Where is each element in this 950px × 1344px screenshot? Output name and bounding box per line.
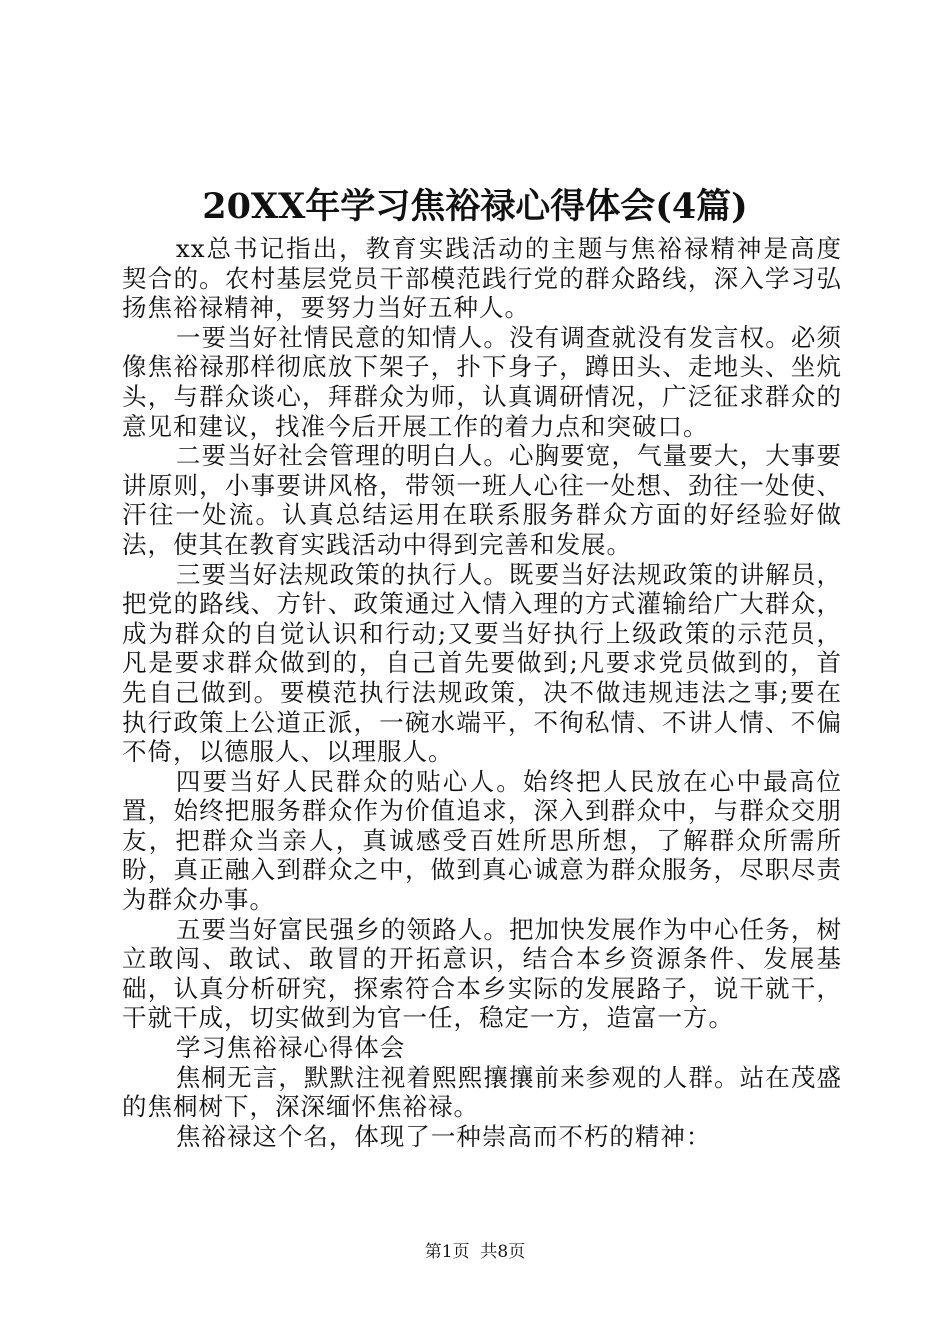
paragraph: 四要当好人民群众的贴心人。始终把人民放在心中最高位置，始终把服务群众作为价值追求，深入到群众中，与群众交朋友，把群众当亲人，真诚感受百姓所思所想，了解群众所需所盼，真正融入到群众之中，做到真心诚意为群众服务，尽职尽责为群众办事。 (122, 766, 842, 915)
paragraph: 二要当好社会管理的明白人。心胸要宽，气量要大，大事要讲原则，小事要讲风格，带领一班人心往一处想、劲往一处使、汗往一处流。认真总结运用在联系服务群众方面的好经验好做法，使其在教育实践活动中得到完善和发展。 (122, 441, 842, 559)
paragraph: 焦桐无言，默默注视着熙熙攘攘前来参观的人群。站在茂盛的焦桐树下，深深缅怀焦裕禄。 (122, 1062, 842, 1122)
paragraph: 焦裕禄这个名，体现了一种崇高而不朽的精神： (175, 1121, 712, 1151)
page-footer: 第1页 共8页 (424, 1242, 526, 1262)
document-body (122, 234, 842, 1151)
paragraph: 三要当好法规政策的执行人。既要当好法规政策的讲解员，把党的路线、方针、政策通过入情入理的方式灌输给广大群众，成为群众的自觉认识和行动;又要当好执行上级政策的示范员，凡是要求群众做到的，自己首先要做到;凡要求党员做到的，首先自己做到。要模范执行法规政策，决不做违规违法之事;要在执行政策上公道正派，一碗水端平，不徇私情、不讲人情、不偏不倚，以德服人、以理服人。 (122, 559, 842, 767)
document-title: 20XX年学习焦裕禄心得体会(4篇) (202, 186, 748, 227)
paragraph: xx总书记指出，教育实践活动的主题与焦裕禄精神是高度契合的。农村基层党员干部模范践行党的群众路线，深入学习弘扬焦裕禄精神，要努力当好五种人。 (122, 234, 842, 323)
paragraph: 五要当好富民强乡的领路人。把加快发展作为中心任务，树立敢闯、敢试、敢冒的开拓意识，结合本乡资源条件、发展基础，认真分析研究，探索符合本乡实际的发展路子，说干就干，干就干成，切实做到为官一任，稳定一方，造富一方。 (122, 914, 842, 1033)
section-heading: 学习焦裕禄心得体会 (175, 1033, 406, 1063)
paragraph: 一要当好社情民意的知情人。没有调查就没有发言权。必须像焦裕禄那样彻底放下架子，扑下身子，蹲田头、走地头、坐炕头，与群众谈心，拜群众为师，认真调研情况，广泛征求群众的意见和建议，找准今后开展工作的着力点和突破口。 (122, 322, 842, 441)
